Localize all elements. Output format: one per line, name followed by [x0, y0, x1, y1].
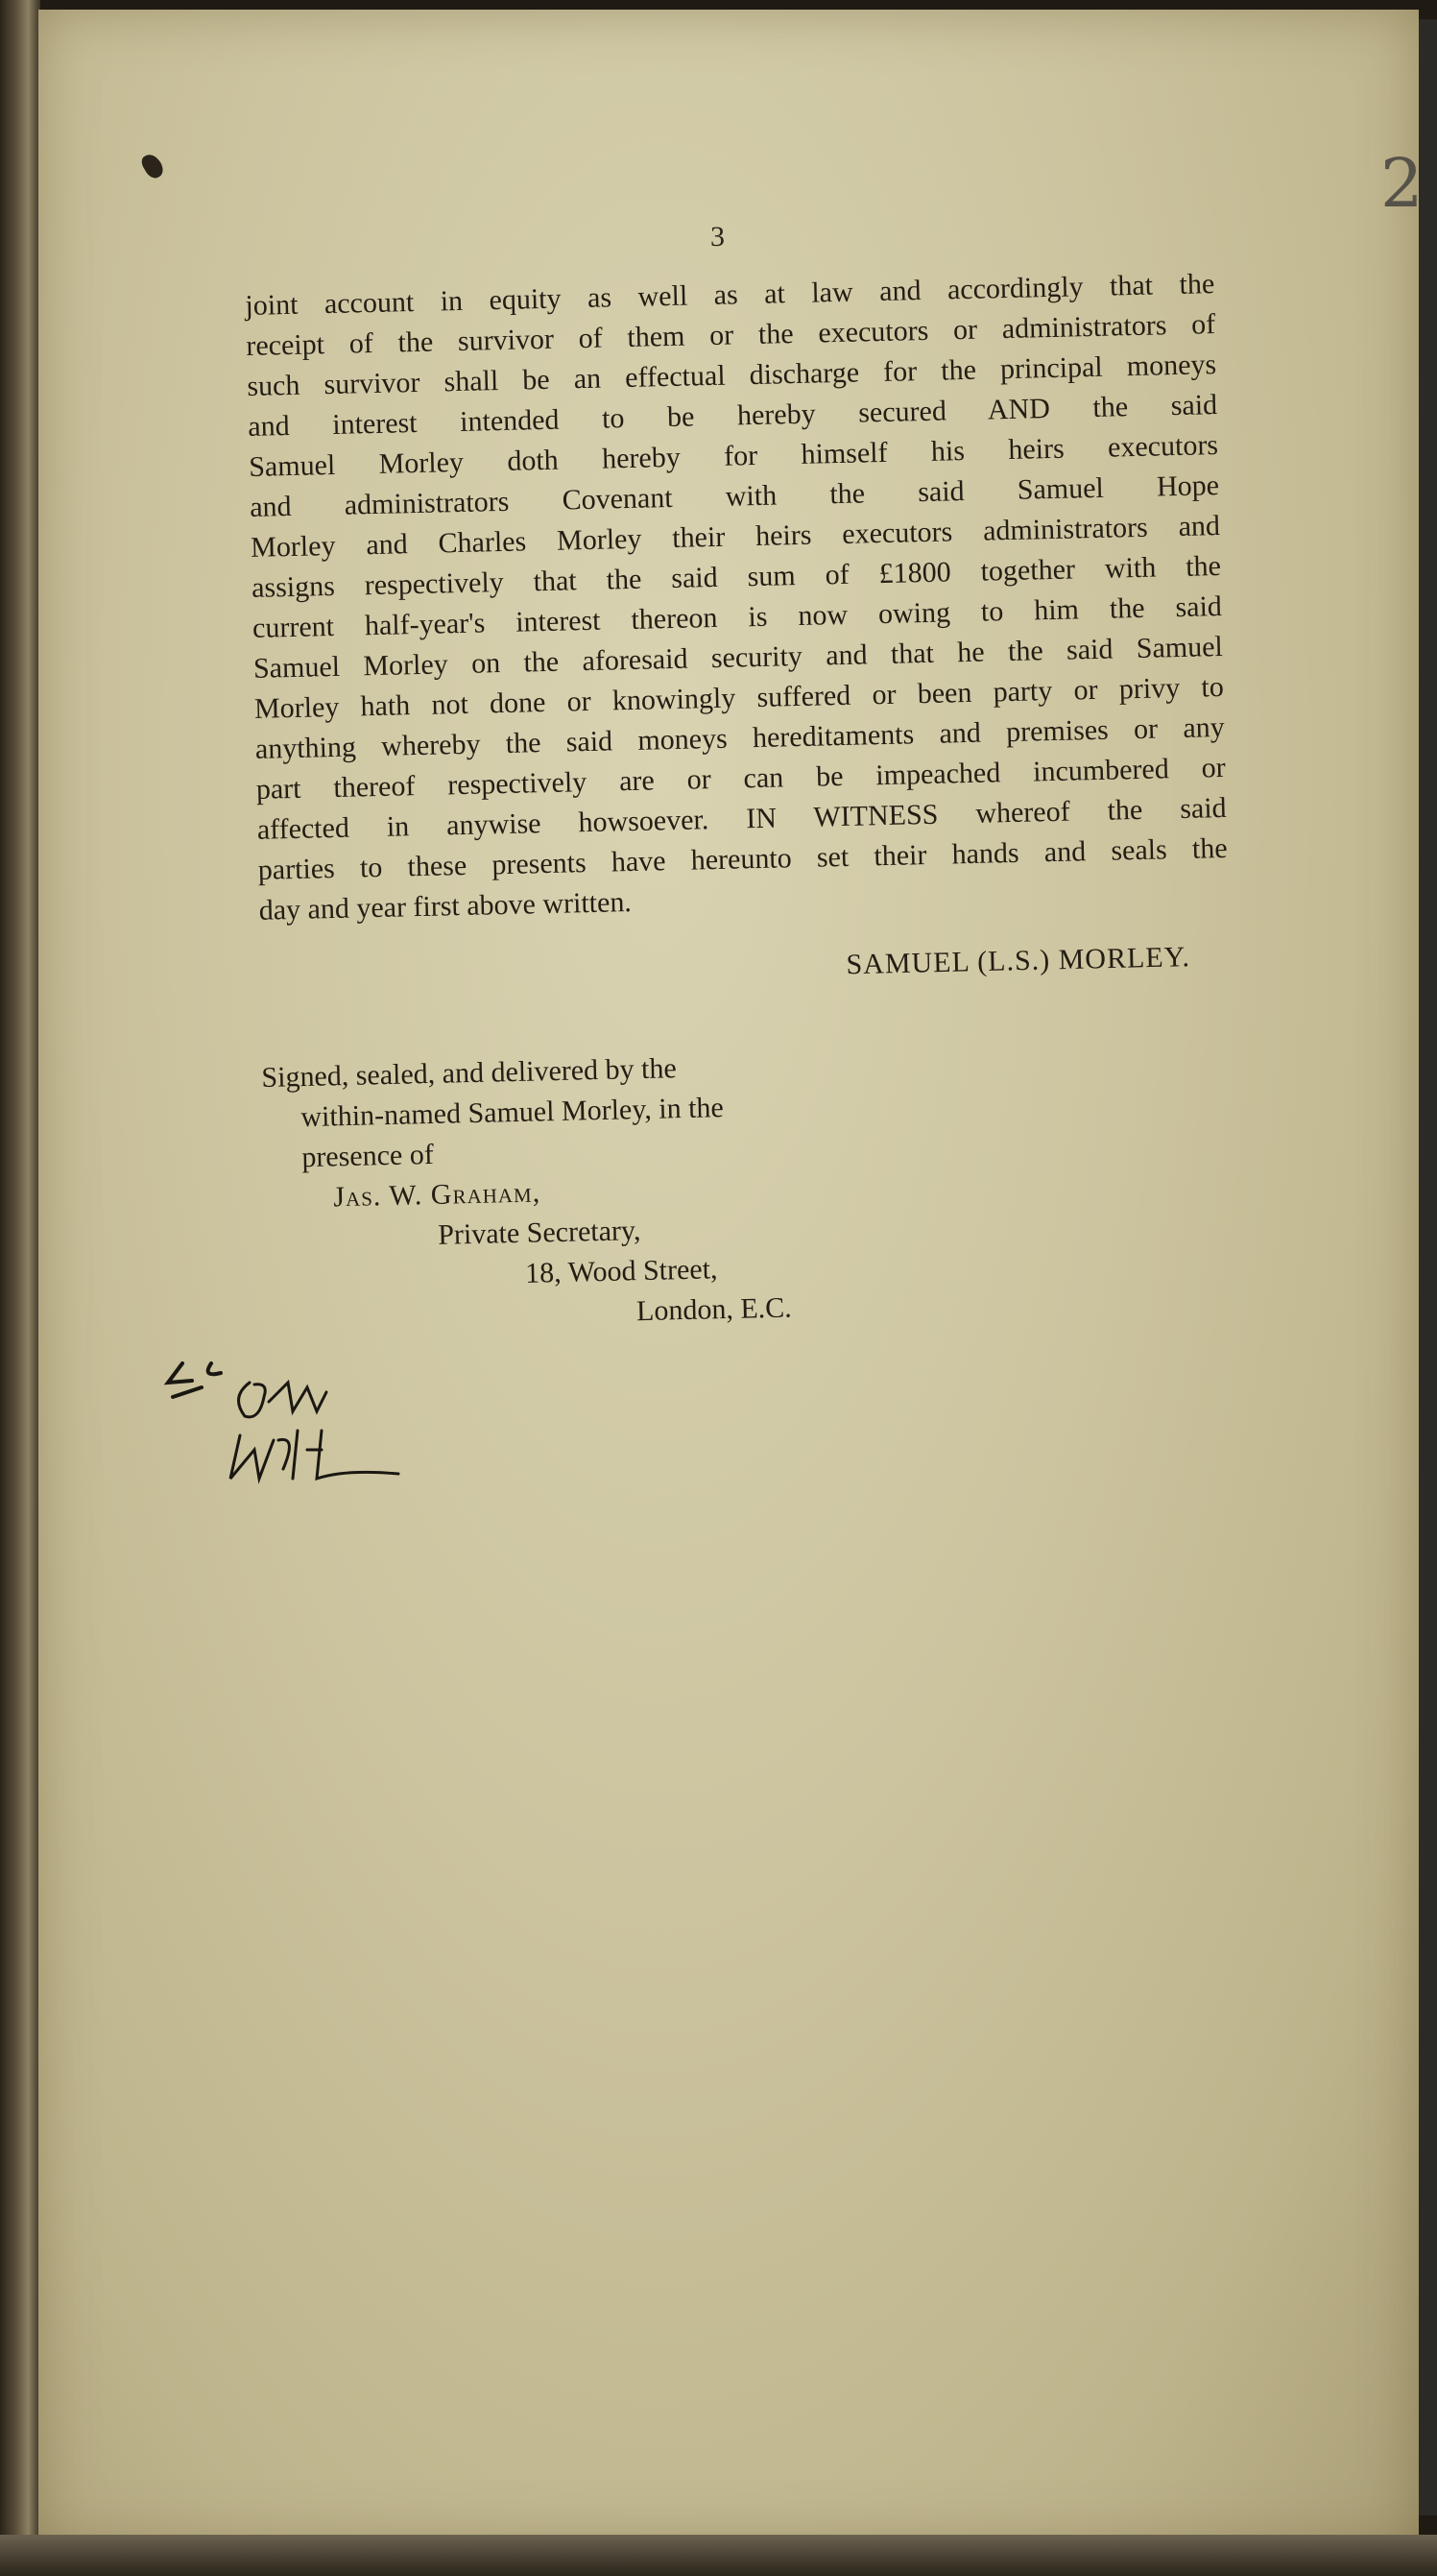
deed-line: current half-year's interest thereon is now owing to him the said [251, 590, 1223, 644]
deed-line: joint account in equity as well as at law and accordingly that the [245, 268, 1215, 322]
page-bottom-edge [0, 2535, 1437, 2576]
witness-name: Jas. W. Graham, [332, 1176, 541, 1214]
deed-line: Morley and Charles Morley their heirs executors administrators and [250, 510, 1221, 564]
deed-line: and interest intended to be hereby secured AND the said [247, 389, 1218, 443]
deed-line: affected in anywise howsoever. IN WITNESS whereof the said [256, 791, 1227, 846]
handwritten-annotation [154, 1344, 432, 1498]
attestation-line: Signed, sealed, and delivered by the [261, 1052, 678, 1094]
deed-line: anything whereby the said moneys hereditaments and premises or any [254, 710, 1226, 765]
deed-line: part thereof respectively are or can be impeached incumbered or [255, 751, 1227, 806]
attestation-line: presence of [300, 1138, 435, 1174]
attestation-line: within-named Samuel Morley, in the [300, 1092, 725, 1134]
deed-line: and administrators Covenant with the said Samuel Hope [249, 469, 1220, 523]
witness-address-city: London, E.C. [635, 1291, 793, 1328]
book-binding-edge [0, 0, 40, 2576]
corner-folio-mark: 2 [1380, 144, 1424, 223]
deed-line: Samuel Morley doth hereby for himself his heirs executors [248, 429, 1219, 483]
deed-line: such survivor shall be an effectual discharge for the principal moneys [246, 349, 1217, 402]
witness-title: Private Secretary, [437, 1215, 641, 1251]
deed-line: receipt of the survivor of them or the executors or administrators of [246, 308, 1216, 362]
binding-shadow [1416, 19, 1437, 2516]
deed-body-text [245, 264, 1229, 931]
deed-line: Samuel Morley on the aforesaid security and that he the said Samuel [252, 630, 1224, 685]
deed-line: Morley hath not done or knowingly suffered or been party or privy to [253, 670, 1225, 725]
witness-address-street: 18, Wood Street, [524, 1253, 718, 1289]
deed-line: assigns respectively that the said sum of £1800 together with the [251, 550, 1222, 604]
deed-line: parties to these presents have hereunto set their hands and seals the [257, 831, 1228, 886]
signatory-name: SAMUEL (L.S.) MORLEY. [846, 941, 1191, 981]
page-number: 3 [710, 221, 725, 253]
attestation-block [261, 1045, 844, 1340]
deed-line: day and year first above written. [258, 886, 633, 927]
